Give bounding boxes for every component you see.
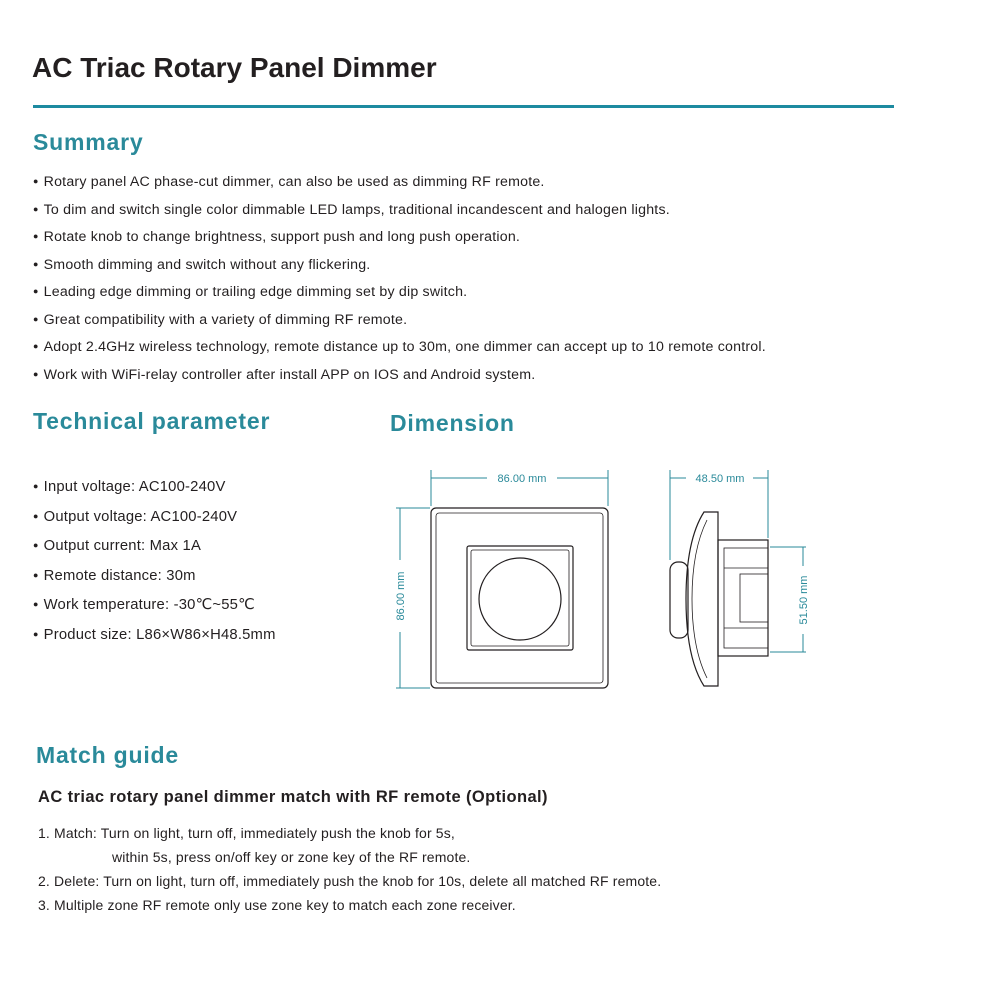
technical-item: ● Remote distance: 30m <box>33 567 276 597</box>
title-divider <box>33 105 894 108</box>
technical-item: ● Output voltage: AC100-240V <box>33 508 276 538</box>
summary-item: ● Rotate knob to change brightness, support push and long push operation. <box>33 228 766 256</box>
match-step-3: 3. Multiple zone RF remote only use zone key to match each zone receiver. <box>38 897 516 913</box>
technical-item: ● Output current: Max 1A <box>33 537 276 567</box>
match-step-1-continued: within 5s, press on/off key or zone key of the RF remote. <box>112 849 471 865</box>
side-depth-label: 48.50 mm <box>695 473 745 485</box>
side-height-label: 51.50 mm <box>798 575 810 625</box>
match-heading: Match guide <box>36 742 179 768</box>
front-dimension-lines <box>396 470 608 688</box>
summary-item: ● Adopt 2.4GHz wireless technology, remote distance up to 30m, one dimmer can accept up to 10 remote control. <box>33 338 766 366</box>
technical-list <box>33 478 276 656</box>
summary-item: ● Great compatibility with a variety of dimming RF remote. <box>33 311 766 339</box>
front-width-label: 86.00 mm <box>497 473 547 485</box>
technical-item: ● Input voltage: AC100-240V <box>33 478 276 508</box>
match-step-1: 1. Match: Turn on light, turn off, immediately push the knob for 5s, <box>38 825 455 841</box>
match-subheading: AC triac rotary panel dimmer match with RF remote (Optional) <box>38 788 548 806</box>
summary-item: ● To dim and switch single color dimmable LED lamps, traditional incandescent and halogen lights. <box>33 201 766 229</box>
summary-list <box>33 173 766 393</box>
front-height-label: 86.00 mm <box>395 571 407 621</box>
front-view <box>431 508 608 688</box>
side-view <box>670 512 768 686</box>
side-dimension-lines <box>670 470 806 652</box>
dimension-heading: Dimension <box>390 410 515 436</box>
technical-item: ● Work temperature: -30℃~55℃ <box>33 596 276 626</box>
summary-item: ● Leading edge dimming or trailing edge dimming set by dip switch. <box>33 283 766 311</box>
match-step-2: 2. Delete: Turn on light, turn off, immediately push the knob for 10s, delete all matched RF remote. <box>38 873 662 889</box>
technical-item: ● Product size: L86×W86×H48.5mm <box>33 626 276 656</box>
technical-heading: Technical parameter <box>33 408 271 434</box>
summary-item: ● Smooth dimming and switch without any flickering. <box>33 256 766 284</box>
dimension-drawing <box>380 460 820 700</box>
match-steps <box>38 824 661 920</box>
summary-item: ● Rotary panel AC phase-cut dimmer, can also be used as dimming RF remote. <box>33 173 766 201</box>
page-title: AC Triac Rotary Panel Dimmer <box>32 52 437 83</box>
summary-heading: Summary <box>33 129 144 155</box>
summary-item: ● Work with WiFi-relay controller after install APP on IOS and Android system. <box>33 366 766 394</box>
